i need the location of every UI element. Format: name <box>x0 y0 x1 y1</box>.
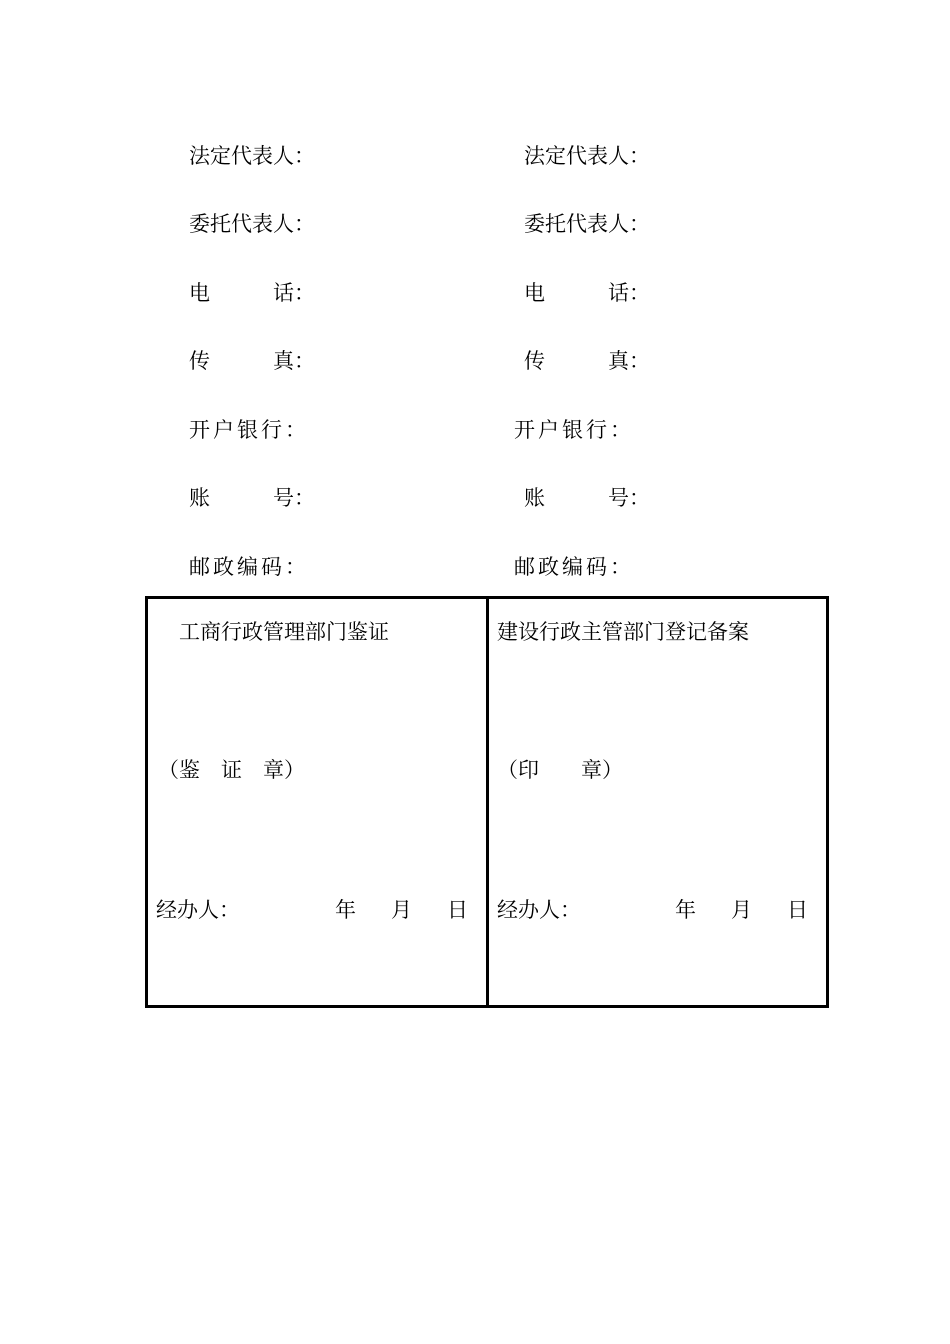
left-cell-handler: 经办人： <box>156 898 240 922</box>
right-cell-day: 日 <box>787 898 808 922</box>
left-bank-label: 开户银行： <box>189 418 309 442</box>
left-fax-label: 传 真： <box>189 349 315 373</box>
table-divider <box>486 599 489 1005</box>
right-cell-seal: （印 章） <box>497 758 623 782</box>
right-fax-label: 传 真： <box>524 349 650 373</box>
left-cell-title: 工商行政管理部门鉴证 <box>179 620 389 644</box>
right-bank-label: 开户银行： <box>514 418 634 442</box>
right-phone-label: 电 话： <box>524 281 650 305</box>
left-cell-year: 年 <box>335 898 356 922</box>
left-authorized-rep-label: 委托代表人： <box>189 212 315 236</box>
right-legal-rep-label: 法定代表人： <box>524 144 650 168</box>
left-legal-rep-label: 法定代表人： <box>189 144 315 168</box>
right-cell-year: 年 <box>675 898 696 922</box>
left-phone-label: 电 话： <box>189 281 315 305</box>
left-account-label: 账 号： <box>189 486 315 510</box>
left-postcode-label: 邮政编码： <box>189 555 309 579</box>
certification-table <box>145 596 829 1008</box>
right-cell-month: 月 <box>731 898 752 922</box>
right-cell-handler: 经办人： <box>497 898 581 922</box>
right-authorized-rep-label: 委托代表人： <box>524 212 650 236</box>
left-cell-seal: （鉴 证 章） <box>158 758 305 782</box>
left-cell-day: 日 <box>447 898 468 922</box>
left-cell-month: 月 <box>391 898 412 922</box>
right-postcode-label: 邮政编码： <box>514 555 634 579</box>
right-cell-title: 建设行政主管部门登记备案 <box>497 620 749 644</box>
right-account-label: 账 号： <box>524 486 650 510</box>
